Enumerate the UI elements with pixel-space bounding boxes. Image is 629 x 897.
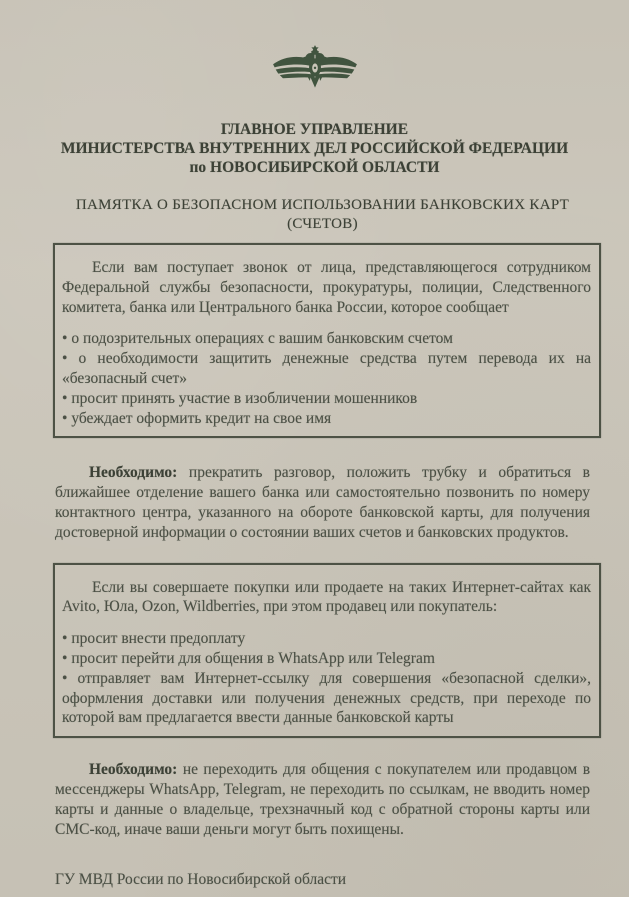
marketplace-scam-bullet-list: [62, 629, 591, 728]
advice-text: не переходить для общения с покупателем или продавцом в мессенджеры WhatsApp, Telegram, не переходить по ссылкам, не вводить номер карты и данные о владельце, трехзначный код с обратной стороны карты или СМС-код, иначе ваши деньги могут быть похищены.: [55, 761, 591, 838]
document-title: ПАМЯТКА О БЕЗОПАСНОМ ИСПОЛЬЗОВАНИИ БАНКОВСКИХ КАРТ (СЧЕТОВ): [75, 197, 570, 232]
bullet-item: • просит принять участие в изобличении мошенников: [62, 389, 591, 409]
bullet-item: • убеждает оформить кредит на свое имя: [62, 409, 591, 429]
marketplace-scam-advice: [55, 760, 590, 839]
scenario-box-phone-scam: [53, 243, 601, 438]
org-name-line3: по НОВОСИБИРСКОЙ ОБЛАСТИ: [189, 159, 440, 176]
bullet-item: • о необходимости защитить денежные средства путем перевода их на «безопасный счет»: [62, 349, 591, 389]
org-name-line1: ГЛАВНОЕ УПРАВЛЕНИЕ: [220, 121, 409, 138]
mvd-double-headed-eagle-icon: [271, 42, 359, 98]
bullet-item: • просит внести предоплату: [62, 629, 591, 649]
scenario-box-marketplace-scam: [53, 563, 601, 739]
marketplace-scam-intro: Если вы совершаете покупки или продаете на таких Интернет-сайтах как Avito, Юла, Ozon, Wildberries, при этом продавец или покупатель:: [62, 578, 591, 616]
advice-label: Необходимо:: [89, 761, 178, 779]
phone-scam-advice: [55, 463, 590, 542]
issuer-signature: ГУ МВД России по Новосибирской области: [55, 871, 347, 889]
advice-label: Необходимо:: [89, 464, 178, 482]
org-header: [0, 120, 629, 177]
bullet-item: • о подозрительных операциях с вашим банковским счетом: [62, 329, 591, 349]
advice-text: прекратить разговор, положить трубку и обратиться в ближайшее отделение вашего банка или самостоятельно позвонить по номеру контактного центра, указанного на обороте банковской карты, для получения достоверной информации о состоянии ваших счетов и банковских продуктов.: [55, 464, 591, 541]
org-name-line2: МИНИСТЕРСТВА ВНУТРЕННИХ ДЕЛ РОССИЙСКОЙ ФЕДЕРАЦИИ: [60, 140, 569, 157]
bullet-item: • просит перейти для общения в WhatsApp или Telegram: [62, 649, 591, 669]
phone-scam-bullet-list: [62, 329, 591, 428]
phone-scam-intro: Если вам поступает звонок от лица, представляющегося сотрудником Федеральной службы безопасности, прокуратуры, полиции, Следственного комитета, банка или Центрального банка России, которое сообщает: [62, 259, 591, 316]
bullet-item: • отправляет вам Интернет-ссылку для совершения «безопасной сделки», оформления доставки или получения денежных средств, при переходе по которой вам предлагается ввести данные банковской карты: [62, 669, 591, 728]
